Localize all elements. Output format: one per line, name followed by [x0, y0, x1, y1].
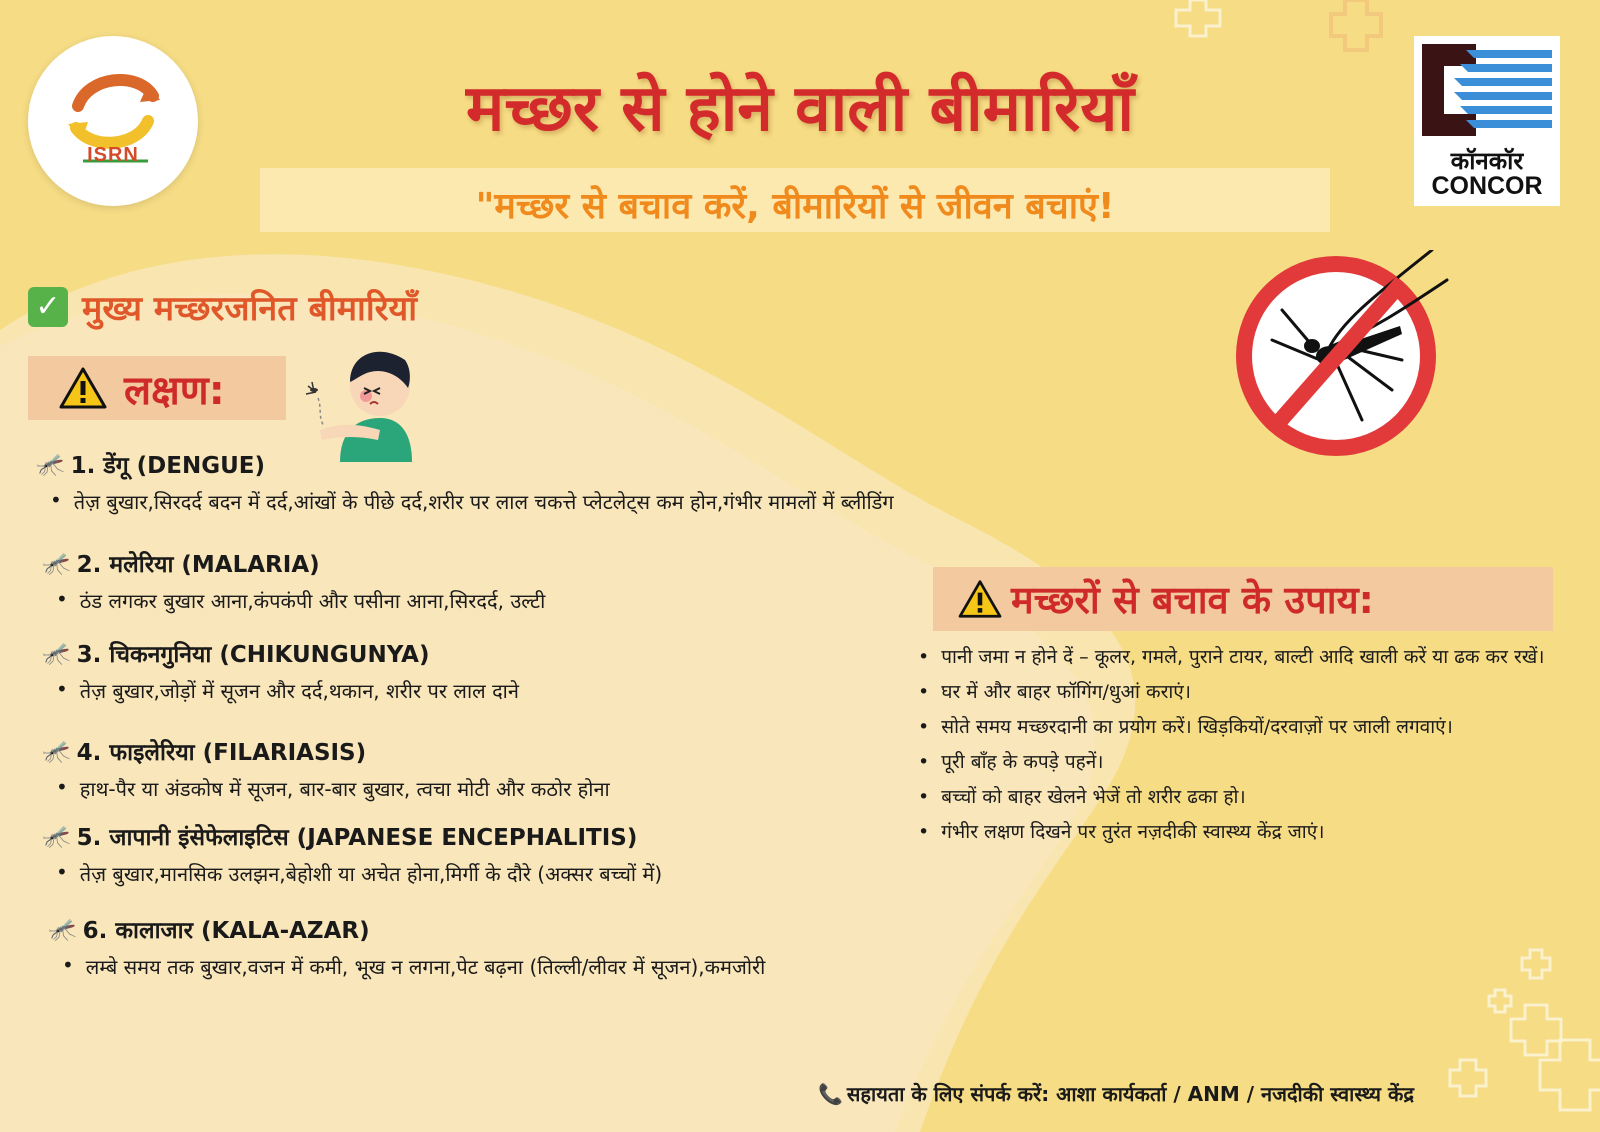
disease-title: 6. कालाजार (KALA-AZAR) — [82, 918, 370, 944]
disease-item: 🦟 2. मलेरिया (MALARIA) • ठंड लगकर बुखार आना,कंपकंपी और पसीना आना,सिरदर्द, उल्टी — [42, 547, 545, 614]
disease-title: 5. जापानी इंसेफेलाइटिस (JAPANESE ENCEPHALITIS) — [76, 825, 638, 851]
disease-item: 🦟 6. कालाजार (KALA-AZAR) • लम्बे समय तक बुखार,वजन में कमी, भूख न लगना,पेट बढ़ना (तिल्ली/लीवर में सूजन),कमजोरी — [48, 913, 765, 980]
footer-contact-text: सहायता के लिए संपर्क करें: आशा कार्यकर्ता / ANM / नजदीकी स्वास्थ्य केंद्र — [846, 1082, 1414, 1106]
list-item: • गंभीर लक्षण दिखने पर तुरंत नज़दीकी स्वास्थ्य केंद्र जाएं। — [918, 821, 1325, 843]
section-heading — [28, 284, 417, 330]
phone-icon: 📞 — [818, 1081, 843, 1106]
concor-logo — [1414, 36, 1560, 206]
symptoms-heading — [28, 356, 286, 420]
disease-item: 🦟 4. फाइलेरिया (FILARIASIS) • हाथ-पैर या अंडकोष में सूजन, बार-बार बुखार, त्वचा मोटी और कठोर होना — [42, 735, 610, 802]
concor-english-text: CONCOR — [1431, 172, 1543, 200]
disease-symptoms: तेज़ बुखार,सिरदर्द बदन में दर्द,आंखों के पीछे दर्द,शरीर पर लाल चकत्ते प्लेटलेट्स कम होन,गंभीर मामलों में ब्लीडिंग — [73, 490, 894, 514]
mosquito-icon: 🦟 — [42, 738, 71, 765]
warning-triangle-icon — [58, 366, 108, 410]
page-title: मच्छर से होने वाली बीमारियाँ — [466, 72, 1134, 146]
list-item: • बच्चों को बाहर खेलने भेजें तो शरीर ढका हो। — [918, 786, 1246, 808]
symptoms-label: लक्षण: — [124, 367, 225, 414]
disease-symptoms: तेज़ बुखार,मानसिक उलझन,बेहोशी या अचेत होना,मिर्गी के दौरे (अक्सर बच्चों में) — [79, 862, 663, 886]
footer-contact — [818, 1080, 1414, 1107]
prevention-heading — [933, 567, 1553, 631]
disease-item: 🦟 5. जापानी इंसेफेलाइटिस (JAPANESE ENCEPHALITIS) • तेज़ बुखार,मानसिक उलझन,बेहोशी या अचेत होना,मिर्गी के दौरे (अक्सर बच्चों में) — [42, 820, 662, 887]
isrn-emblem-icon — [28, 36, 198, 206]
disease-symptoms: लम्बे समय तक बुखार,वजन में कमी, भूख न लगना,पेट बढ़ना (तिल्ली/लीवर में सूजन),कमजोरी — [85, 955, 766, 979]
disease-title: 1. डेंगू (DENGUE) — [70, 453, 265, 479]
prevention-list — [918, 640, 1578, 850]
list-item: • घर में और बाहर फॉगिंग/धुआं कराएं। — [918, 681, 1191, 703]
disease-title: 2. मलेरिया (MALARIA) — [76, 552, 320, 578]
mosquito-icon: 🦟 — [36, 451, 65, 478]
mosquito-icon: 🦟 — [48, 916, 77, 943]
disease-title: 3. चिकनगुनिया (CHIKUNGUNYA) — [76, 642, 430, 668]
list-item: • सोते समय मच्छरदानी का प्रयोग करें। खिड़कियों/दरवाज़ों पर जाली लगवाएं। — [918, 716, 1453, 738]
concor-hindi-text: कॉनकॉर — [1450, 147, 1524, 175]
section-heading-text: मुख्य मच्छरजनित बीमारियाँ — [82, 289, 418, 329]
disease-title: 4. फाइलेरिया (FILARIASIS) — [76, 740, 367, 766]
mosquito-icon: 🦟 — [42, 823, 71, 850]
page-subtitle: "मच्छर से बचाव करें, बीमारियों से जीवन बचाएं! — [475, 186, 1115, 227]
mosquito-icon: 🦟 — [42, 550, 71, 577]
check-mark-icon: ✓ — [28, 287, 68, 327]
warning-triangle-icon — [957, 579, 1003, 619]
mosquito-icon: 🦟 — [42, 640, 71, 667]
no-mosquito-sign-icon — [1232, 250, 1454, 460]
list-item: • पूरी बाँह के कपड़े पहनें। — [918, 751, 1104, 773]
concor-emblem-icon — [1414, 36, 1560, 142]
disease-symptoms: ठंड लगकर बुखार आना,कंपकंपी और पसीना आना,सिरदर्द, उल्टी — [79, 589, 546, 613]
isrn-logo-text: ISRN — [87, 144, 139, 166]
disease-item: 🦟 3. चिकनगुनिया (CHIKUNGUNYA) • तेज़ बुखार,जोड़ों में सूजन और दर्द,थकान, शरीर पर लाल दाने — [42, 637, 519, 704]
prevention-heading-text: मच्छरों से बचाव के उपाय: — [1011, 578, 1374, 622]
disease-symptoms: हाथ-पैर या अंडकोष में सूजन, बार-बार बुखार, त्वचा मोटी और कठोर होना — [79, 777, 610, 801]
disease-symptoms: तेज़ बुखार,जोड़ों में सूजन और दर्द,थकान, शरीर पर लाल दाने — [79, 679, 519, 703]
disease-item: 🦟 1. डेंगू (DENGUE) • तेज़ बुखार,सिरदर्द बदन में दर्द,आंखों के पीछे दर्द,शरीर पर लाल चकत्ते प्लेटलेट्स कम होन,गंभीर मामलों में ब्लीडिंग — [36, 448, 894, 515]
sick-child-illustration — [300, 338, 418, 462]
isrn-logo — [28, 36, 198, 206]
list-item: • पानी जमा न होने दें – कूलर, गमले, पुराने टायर, बाल्टी आदि खाली करें या ढक कर रखें। — [918, 646, 1545, 668]
